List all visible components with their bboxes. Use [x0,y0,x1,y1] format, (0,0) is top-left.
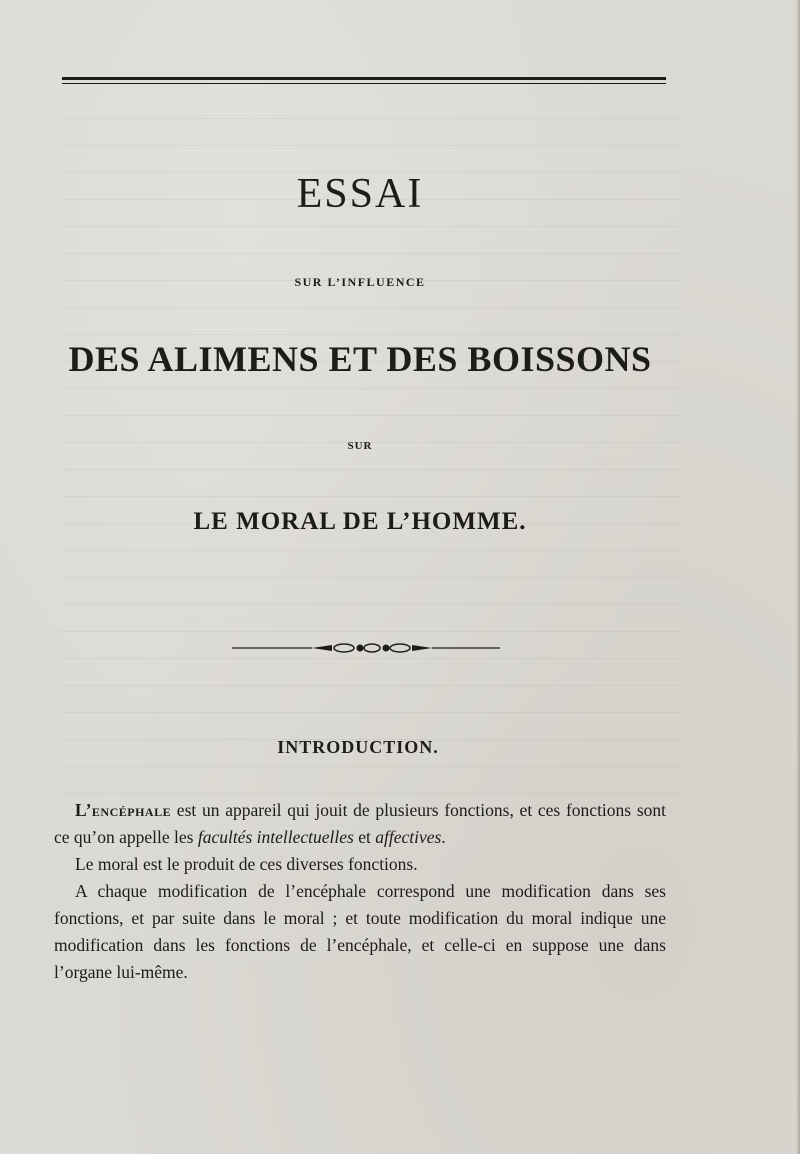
paragraph-1-text-b: et [353,827,376,847]
main-title: DES ALIMENS ET DES BOISSONS [68,339,652,379]
emphasis-facultes: facultés intellectuelles [197,827,354,847]
paragraph-1-text-a: est un appareil qui jouit de plusieurs fonctions, et ces fonctions sont ce qu’on appelle les [54,800,666,847]
emphasis-affectives: affectives [375,827,442,847]
subtitle-sur-influence: SUR L’INFLUENCE [294,275,426,289]
rule-thick [62,77,666,80]
rule-thin [62,83,666,84]
paragraph-1 [54,797,666,851]
top-double-rule [62,77,666,87]
lead-word: L’encéphale [75,800,172,820]
title-essai: ESSAI [296,171,424,217]
page-edge-shadow [796,0,800,1154]
paragraph-2: Le moral est le produit de ces diverses fonctions. [75,854,418,874]
paragraph-1-text-c: . [441,827,446,847]
title-le-moral: LE MORAL DE L’HOMME. [193,508,527,535]
paragraph-3: A chaque modification de l’encéphale correspond une modification dans ses fonctions, et par suite dans le moral ; et toute modification du moral indique une modification dans les fonctions de l’encéphale, et celle-ci en suppose une dans l’organe lui-même. [54,881,666,982]
body-text [54,797,666,986]
ornament-divider [232,640,500,656]
subtitle-sur: SUR [347,440,373,452]
section-heading: INTRODUCTION. [277,737,439,757]
